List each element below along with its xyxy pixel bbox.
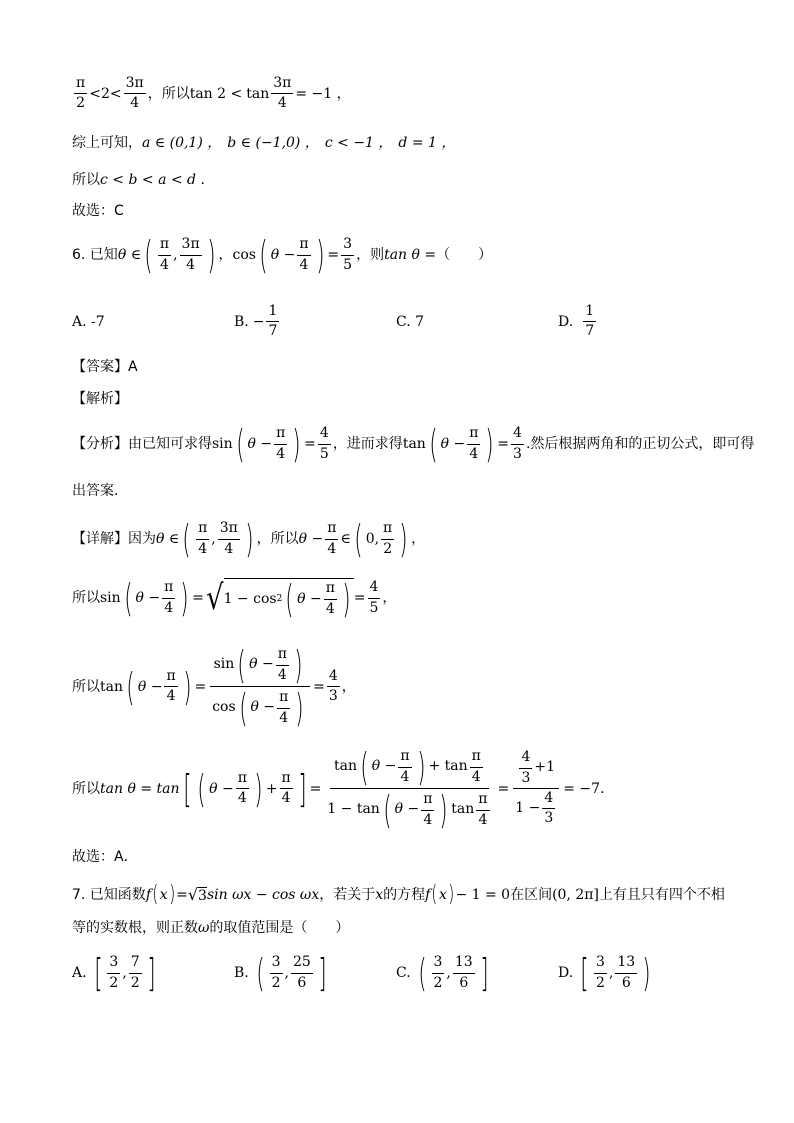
detail-line-tan: 所以 tan ( θ − $\frac{\pi}{4}$ ) = sin ( θ − $\frac{\pi}{4}$ ) cos ( θ − $\frac{\pi}{4}$ ) = $\frac{4}{3}$ ，: [72, 643, 356, 730]
question-6: 6. 已知 θ ∈ ( $\frac{\pi}{4}$ , $\frac{3\pi}{4}$ ) ， cos ( θ − $\frac{\pi}{4}$ ) = $\frac{3}{5}$ ，则 tan θ = （ ）: [72, 233, 493, 277]
frac-numeric: $\frac{4}{3}$ +1 1 − $\frac{4}{3}$: [511, 750, 561, 827]
analysis-text: 【分析】 由已知可求得 sin ( θ − $\frac{\pi}{4}$ ) = $\frac{4}{5}$ ，进而求得 tan ( θ − $\frac{\pi}{4}$ ) = $\frac{4}{3}$ .然后根据两角和的正切公式，即可得: [72, 422, 755, 466]
frac-sin-over-cos: sin ( θ − $\frac{\pi}{4}$ ) cos ( θ − $\frac{\pi}{4}$ ): [208, 646, 311, 727]
option-6b[interactable]: B. − $\frac{1}{7}$: [234, 303, 278, 340]
line-choice-c: 故选：C: [72, 203, 124, 219]
option-7b[interactable]: B. ( $\frac{3}{2}$ , $\frac{25}{6}$ ]: [234, 951, 327, 995]
sqrt-expression: √ 1 − cos 2 ( θ − $\frac{\pi}{4}$ ): [204, 578, 354, 618]
detail-line-tan-theta: 所以 tan θ = tan [ ( θ − $\frac{\pi}{4}$ ) + $\frac{\pi}{4}$ ] = tan ( θ − $\frac{\pi}{4}$ ) + tan $\frac{\pi}{4}$ 1 − tan ( θ − $\frac{\pi}{4}$ ) tan $\frac{\pi}{4}$ = $\frac{4}{3}$ +1 1 − $\frac{4}{3}$ = −7 .: [72, 745, 605, 832]
answer-label: 【答案】A: [72, 359, 138, 375]
option-6c[interactable]: C. 7: [396, 314, 425, 330]
question-7-line-2: 等的实数根，则正数 ω 的取值范围是（ ）: [72, 920, 350, 936]
analysis-label: 【解析】: [72, 391, 128, 407]
frac-tan-sum-formula: tan ( θ − $\frac{\pi}{4}$ ) + tan $\frac{\pi}{4}$ 1 − tan ( θ − $\frac{\pi}{4}$ ) tan $\frac{\pi}{4}$: [327, 745, 488, 832]
option-6d[interactable]: D. $\frac{1}{7}$: [558, 303, 595, 340]
line-summary: 综上可知， a ∈ (0,1) ， b ∈ (−1,0) ， c < −1 ， d = 1 ，: [72, 135, 456, 151]
frac-3pi-over-4: $\frac{3\pi}{4}$: [125, 75, 144, 112]
option-7d[interactable]: D. [ $\frac{3}{2}$ , $\frac{13}{6}$ ): [558, 951, 651, 995]
analysis-text-cont: 出答案.: [72, 483, 119, 499]
option-7a[interactable]: A. [ $\frac{3}{2}$ , $\frac{7}{2}$ ]: [72, 951, 156, 995]
detail-line-1: 【详解】 因为 θ ∈ ( $\frac{\pi}{4}$ , $\frac{3\pi}{4}$ ) ，所以 θ − $\frac{\pi}{4}$ ∈ ( 0, $\frac{\pi}{2}$ ) ，: [72, 517, 426, 561]
frac-3pi-over-4-b: $\frac{3\pi}{4}$: [273, 75, 292, 112]
question-7-line-1: 7. 已知函数 f ( x ) = √ 3 sin ωx − cos ωx ，若关于 x 的方程 f ( x ) − 1 = 0 在区间 (0, 2π] 上有且只有四个不相: [72, 882, 725, 907]
line-order-result: 所以 c < b < a < d .: [72, 172, 205, 188]
option-7c[interactable]: C. ( $\frac{3}{2}$ , $\frac{13}{6}$ ]: [396, 951, 489, 995]
frac-pi-over-2: $\frac{\pi}{2}$: [76, 75, 86, 112]
detail-line-sin: 所以 sin ( θ − $\frac{\pi}{4}$ ) = √ 1 − cos 2 ( θ − $\frac{\pi}{4}$ ) = $\frac{4}{5}$ ，: [72, 576, 397, 621]
option-6a[interactable]: A. -7: [72, 314, 105, 330]
line-choice-a: 故选：A．: [72, 849, 138, 865]
line-tan2-inequality: $\frac{\pi}{2}$ < 2 < $\frac{3\pi}{4}$ ，所以 tan 2 < tan $\frac{3\pi}{4}$ = −1 ，: [76, 75, 351, 112]
